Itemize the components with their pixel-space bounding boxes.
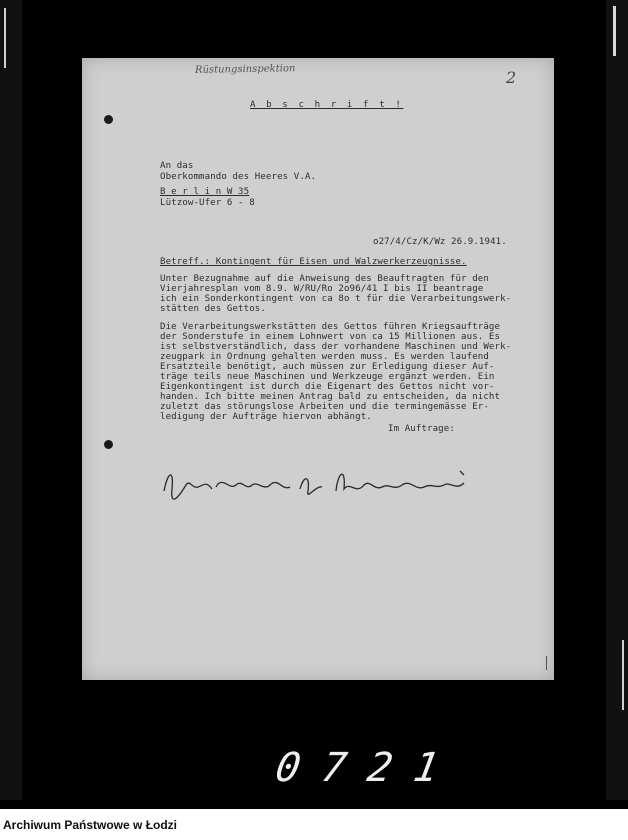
document-page	[82, 58, 554, 680]
film-mark	[4, 8, 6, 68]
frame-digit: 1	[410, 745, 443, 791]
paragraph-line: ledigung der Aufträge hiervon abhängt.	[160, 412, 372, 422]
page-number: 2	[506, 68, 517, 87]
paragraph-line: zuletzt das störungslose Arbeiten und die termingemässe Er-	[160, 402, 489, 412]
handwritten-signature	[160, 461, 490, 509]
typed-text	[82, 58, 554, 680]
paragraph-line: handen. Ich bitte meinen Antrag bald zu entscheiden, da nicht	[160, 392, 501, 402]
paragraph-line: träge teils neue Maschinen und Werkzeuge ergänzt werden. Ein	[160, 372, 495, 382]
paragraph-line: ist selbstverständlich, dass der vorhandene Maschinen und Werk-	[160, 342, 512, 352]
paragraph-line: zeugpark in Ordnung gehalten werden muss. Es werden laufend	[160, 352, 489, 362]
paragraph-line: Unter Bezugnahme auf die Anweisung des Beauftragten für den	[160, 274, 489, 284]
city-line: B e r l i n W 35	[160, 187, 250, 197]
signature-drawing	[160, 461, 490, 509]
archive-footer	[0, 809, 628, 840]
frame-counter	[271, 745, 443, 791]
closing-line: Im Auftrage:	[388, 424, 455, 434]
paragraph-line: stätten des Gettos.	[160, 304, 266, 314]
reference-line: o27/4/Cz/K/Wz 26.9.1941.	[373, 237, 507, 247]
frame-digit: 7	[318, 745, 351, 791]
film-mark	[622, 640, 624, 710]
film-edge-right	[606, 0, 628, 800]
paragraph-line: Ersatzteile benötigt, auch müssen zur Erledigung dieser Auf-	[160, 362, 495, 372]
street-line: Lützow-Ufer 6 - 8	[160, 198, 255, 208]
frame-digit: 0	[271, 745, 305, 791]
recipient-line: Oberkommando des Heeres V.A.	[160, 172, 317, 182]
recipient-line: An das	[160, 161, 194, 171]
film-edge-left	[0, 0, 22, 800]
frame-digit: 2	[364, 745, 397, 791]
film-mark	[613, 6, 616, 56]
margin-mark	[546, 656, 547, 670]
paragraph-line: Eigenkontingent ist durch die Eigenart des Gettos nicht vor-	[160, 382, 495, 392]
handwritten-note: Rüstungsinspektion	[194, 63, 296, 76]
document-title: A b s c h r i f t !	[250, 100, 404, 110]
paragraph-line: Die Verarbeitungswerkstätten des Gettos führen Kriegsaufträge	[160, 322, 501, 332]
paragraph-line: Vierjahresplan vom 8.9. W/RU/Ro 2o96/41 I bis II beantrage	[160, 284, 484, 294]
paragraph-line: ich ein Sonderkontingent von ca 8o t für die Verarbeitungswerk-	[160, 294, 512, 304]
archive-name: Archiwum Państwowe w Łodzi	[3, 818, 178, 832]
subject-line: Betreff.: Kontingent für Eisen und Walzwerkerzeugnisse.	[160, 257, 467, 267]
paragraph-line: der Sonderstufe in einem Lohnwert von ca 15 Millionen aus. Es	[160, 332, 501, 342]
